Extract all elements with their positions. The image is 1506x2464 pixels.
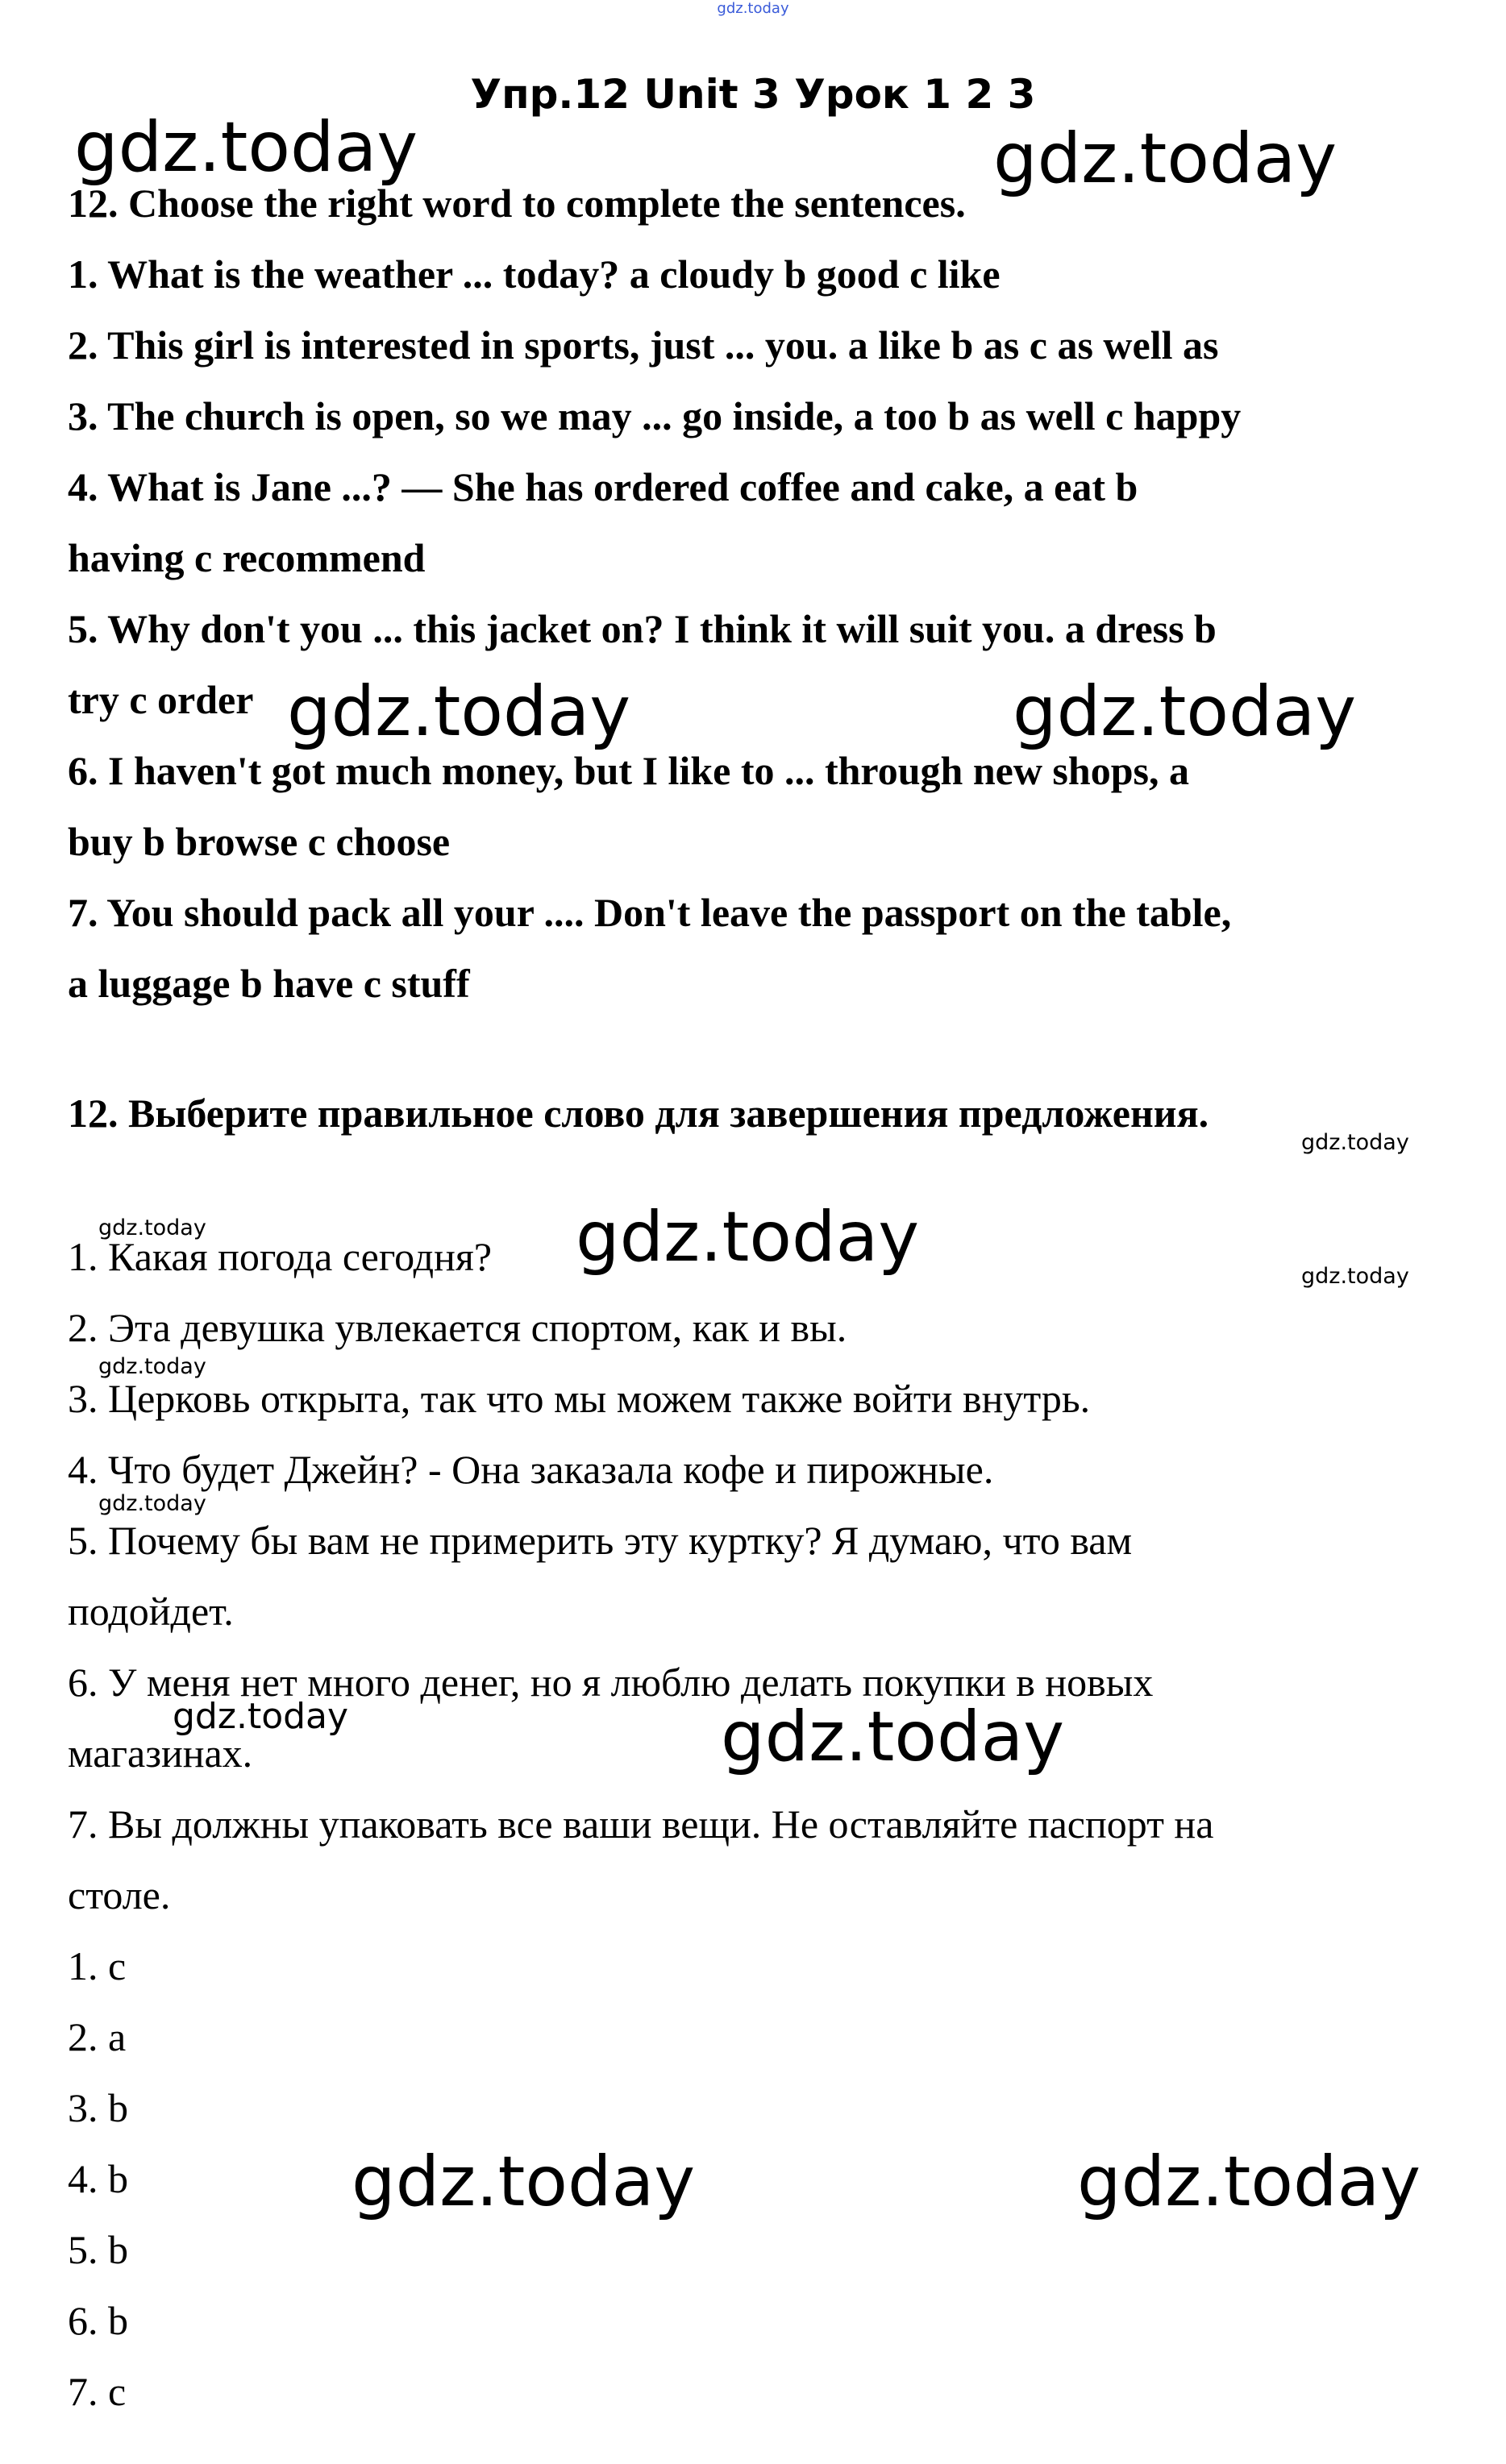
watermark: gdz.today <box>993 118 1338 199</box>
english-heading: 12. Choose the right word to complete the sentences. <box>68 181 966 226</box>
watermark: gdz.today <box>721 1697 1065 1777</box>
watermark: gdz.today <box>98 1215 206 1240</box>
english-line: 5. Why don't you ... this jacket on? I think it will suit you. a dress b <box>68 606 1217 651</box>
answer-item: 2. a <box>68 2014 127 2059</box>
english-line: try c order <box>68 677 254 722</box>
russian-line: 2. Эта девушка увлекается спортом, как и вы. <box>68 1305 847 1350</box>
answer-item: 7. c <box>68 2369 127 2414</box>
russian-line: 1. Какая погода сегодня? <box>68 1234 493 1279</box>
russian-translation <box>68 1221 1454 1930</box>
english-line: 1. What is the weather ... today? a cloudy b good c like <box>68 251 1001 297</box>
watermark: gdz.today <box>1013 671 1357 752</box>
answer-item: 3. b <box>68 2085 128 2130</box>
english-line: 4. What is Jane ...? — She has ordered coffee and cake, a eat b <box>68 464 1138 509</box>
russian-line: 7. Вы должны упаковать все ваши вещи. Не оставляйте паспорт на <box>68 1801 1214 1847</box>
watermark: gdz.today <box>173 1696 349 1737</box>
russian-heading: 12. Выберите правильное слово для завершения предложения. <box>68 1091 1209 1136</box>
watermark: gdz.today <box>1077 2142 1421 2222</box>
russian-line: магазинах. <box>68 1731 253 1776</box>
english-exercise <box>68 168 1454 1019</box>
top-watermark: gdz.today <box>717 0 789 17</box>
answer-item: 1. c <box>68 1943 127 1988</box>
english-line: a luggage b have c stuff <box>68 961 470 1006</box>
answer-item: 4. b <box>68 2156 128 2201</box>
english-line: 7. You should pack all your .... Don't leave the passport on the table, <box>68 890 1232 935</box>
watermark: gdz.today <box>98 1354 206 1379</box>
watermark: gdz.today <box>1301 1264 1409 1289</box>
russian-line: 5. Почему бы вам не примерить эту куртку? Я думаю, что вам <box>68 1518 1133 1563</box>
russian-line: подойдет. <box>68 1589 234 1634</box>
russian-line: столе. <box>68 1872 171 1918</box>
english-line: 3. The church is open, so we may ... go inside, a too b as well c happy <box>68 393 1242 438</box>
answer-item: 6. b <box>68 2298 128 2343</box>
russian-line: 4. Что будет Джейн? - Она заказала кофе и пирожные. <box>68 1447 994 1492</box>
watermark: gdz.today <box>98 1491 206 1516</box>
watermark: gdz.today <box>576 1197 920 1278</box>
page-title: Упр.12 Unit 3 Урок 1 2 3 <box>470 71 1036 118</box>
answer-item: 5. b <box>68 2227 128 2272</box>
watermark: gdz.today <box>352 2142 696 2222</box>
watermark: gdz.today <box>287 671 631 752</box>
english-line: having c recommend <box>68 535 426 580</box>
watermark: gdz.today <box>1301 1130 1409 1155</box>
russian-line: 6. У меня нет много денег, но я люблю делать покупки в новых <box>68 1660 1154 1705</box>
watermark: gdz.today <box>74 107 418 188</box>
english-line: buy b browse c choose <box>68 819 451 864</box>
english-line: 6. I haven't got much money, but I like to ... through new shops, a <box>68 748 1189 793</box>
russian-line: 3. Церковь открыта, так что мы можем также войти внутрь. <box>68 1376 1091 1421</box>
english-line: 2. This girl is interested in sports, just ... you. a like b as c as well as <box>68 322 1219 368</box>
